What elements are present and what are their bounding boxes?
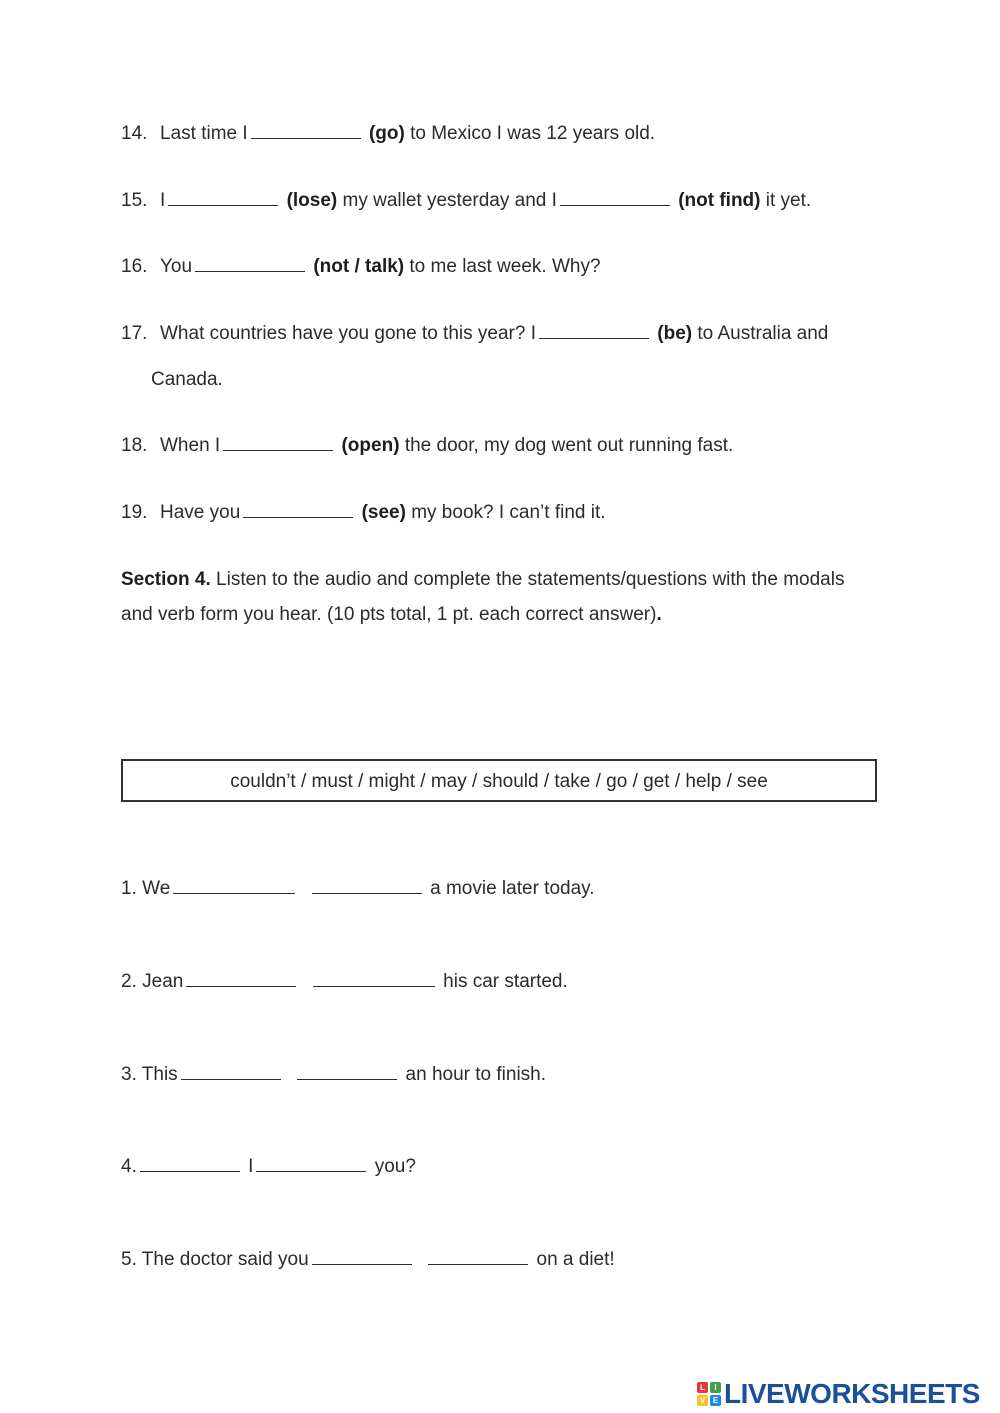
logo-icon: L I V E	[697, 1382, 721, 1406]
exercise-number: 14.	[121, 123, 148, 144]
answer-blank[interactable]	[428, 1248, 528, 1265]
exercise-17-continuation: Canada.	[151, 369, 223, 390]
section-heading: Section 4.	[121, 569, 211, 590]
verb-hint: (lose)	[286, 190, 338, 211]
exercise-number: 18.	[121, 435, 148, 456]
exercise-number: 19.	[121, 502, 148, 523]
exercise-15: 15. I (lose) my wallet yesterday and I (not find) it yet.	[121, 190, 812, 211]
answer-blank[interactable]	[312, 877, 422, 894]
answer-blank[interactable]	[297, 1063, 397, 1080]
answer-blank[interactable]	[168, 189, 278, 206]
answer-blank[interactable]	[186, 970, 296, 987]
exercise-19: 19. Have you (see) my book? I can’t find it.	[121, 502, 606, 523]
modal-item-1: 1. We a movie later today.	[121, 878, 595, 899]
liveworksheets-logo	[697, 1378, 980, 1410]
exercise-18: 18. When I (open) the door, my dog went out running fast.	[121, 435, 734, 456]
verb-hint: (see)	[361, 502, 406, 523]
modal-item-5: 5. The doctor said you on a diet!	[121, 1249, 615, 1270]
section-4-instructions: Section 4. Listen to the audio and complete the statements/questions with the modals and verb form you hear. (10 pts total, 1 pt. each correct answer).	[121, 569, 845, 625]
answer-blank[interactable]	[560, 189, 670, 206]
modal-item-2: 2. Jean his car started.	[121, 971, 568, 992]
answer-blank[interactable]	[181, 1063, 281, 1080]
answer-blank[interactable]	[539, 322, 649, 339]
exercise-number: 15.	[121, 190, 148, 211]
brand-name: LIVEWORKSHEETS	[724, 1378, 980, 1409]
answer-blank[interactable]	[251, 122, 361, 139]
answer-blank[interactable]	[223, 434, 333, 451]
answer-blank[interactable]	[195, 255, 305, 272]
exercise-number: 16.	[121, 256, 148, 277]
verb-hint: (not / talk)	[313, 256, 405, 277]
exercise-14: 14. Last time I (go) to Mexico I was 12 years old.	[121, 123, 656, 144]
exercise-17: 17. What countries have you gone to this year? I (be) to Australia and	[121, 323, 829, 344]
verb-hint: (go)	[368, 123, 405, 144]
answer-blank[interactable]	[243, 501, 353, 518]
modal-item-4: 4. I you?	[121, 1156, 416, 1177]
answer-blank[interactable]	[140, 1155, 240, 1172]
word-bank: couldn’t / must / might / may / should / take / go / get / help / see	[121, 759, 877, 802]
answer-blank[interactable]	[256, 1155, 366, 1172]
verb-hint: (open)	[341, 435, 400, 456]
modal-item-3: 3. This an hour to finish.	[121, 1064, 547, 1085]
verb-hint: (be)	[657, 323, 693, 344]
answer-blank[interactable]	[312, 1248, 412, 1265]
answer-blank[interactable]	[313, 970, 435, 987]
answer-blank[interactable]	[173, 877, 295, 894]
exercise-number: 17.	[121, 323, 148, 344]
exercise-16: 16. You (not / talk) to me last week. Why?	[121, 256, 601, 277]
verb-hint: (not find)	[678, 190, 761, 211]
